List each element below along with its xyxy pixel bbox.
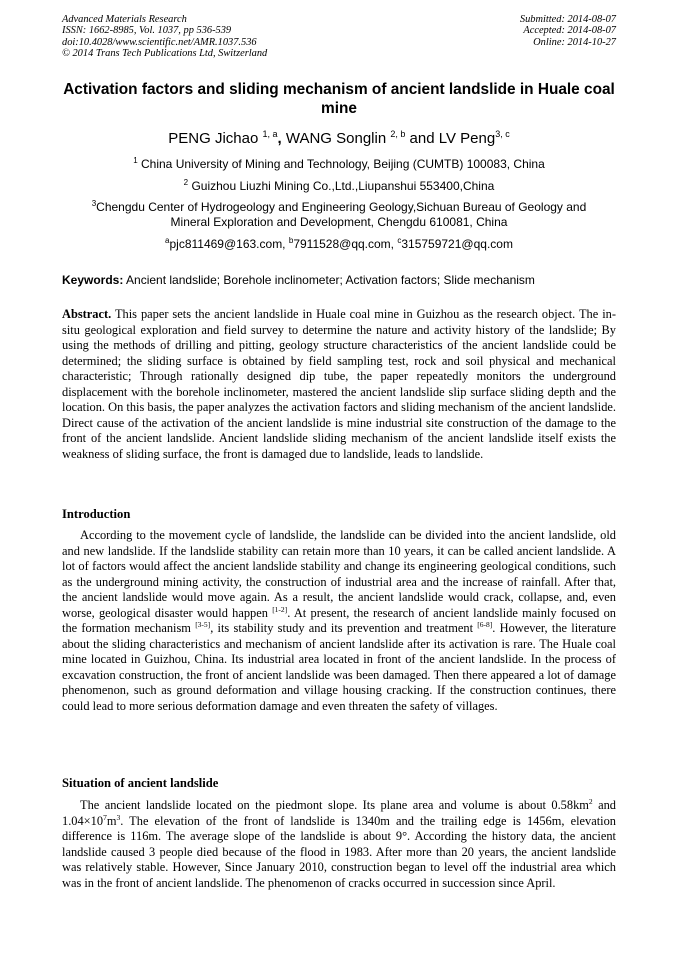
abstract-text: This paper sets the ancient landslide in Huale coal mine in Guizhou as the research object. The in-situ geological exploration and field survey to determine the nature and activity history of the landslide; By using the methods of drilling and pitting, geology structure characteristics of the ancient landslide could be determined; the sliding surface is obtained by field sampling test, rock and soil physical and mechanical characteristic; Through rationally designed dip tube, the paper repeatedly monitors the underground displacement with the borehole inclinometer, mastered the ancient landslide slip surface sliding depth and the location. On this basis, the paper analyzes the activation factors and sliding mechanism of the ancient landslide. Direct cause of the activation of the ancient landslide is mine industrial site construction of the damage to the front of the ancient landslide. Ancient landslide sliding mechanism of the ancient landslide itself exists the weakness of sliding surface, the front is damaged due to landslide, leads to landslide. [62, 307, 616, 461]
situation-text-2: and 1.04×10 [62, 798, 616, 828]
email-1: pjc811469@163.com, [169, 237, 289, 251]
keywords [62, 273, 616, 288]
affiliation-3-text: Chengdu Center of Hydrogeology and Engineering Geology,Sichuan Bureau of Geology and Mineral Exploration and Development, Chengdu 610081, China [96, 200, 587, 229]
intro-text-4: . However, the literature about the sliding characteristics and mechanism of ancient landslide after its activation is rare. The Huale coal mine located in Guizhou, China. Its industrial area located in front of the ancient landslide. In the process of excavation construction, the front of ancient landslide was been damaged. Then there appeared a lot of damage phenomenon, such as ground deformation and village housing cracking. If the construction continues, there could lead to more serious deformation damage and even threaten the safety of villages. [62, 621, 616, 714]
situation-paragraph [62, 798, 616, 891]
journal-header-right [520, 14, 616, 48]
situation-text-4: . The elevation of the front of landslide is 1340m and the trailing edge is 1456m, elevation difference is 116m. The average slope of the landslide is about 9°. According the history data, the ancient landslide caused 3 people died because of the flood in 1983. After more than 20 years, the ancient landslide was relatively stable. However, Since January 2010, construction began to level off the industrial area which was in the front of ancient landslide. The phenomenon of cracks occurred in succession since April. [62, 813, 616, 890]
affiliation-1-mark: 1 [133, 156, 138, 165]
situation-text-1: The ancient landslide located on the piedmont slope. Its plane area and volume is about 0.58km [80, 798, 589, 812]
copyright-line: © 2014 Trans Tech Publications Ltd, Switzerland [62, 48, 268, 60]
email-3: 315759721@qq.com [401, 237, 513, 251]
situation-heading: Situation of ancient landslide [62, 776, 219, 790]
intro-text-1: According to the movement cycle of landslide, the landslide can be divided into the ancient landslide, old and new landslide. If the landslide stability can retain more than 10 years, it can be called ancient landslide. A lot of factors would affect the ancient landslide stability and change its engineering geological conditions, such as the underground mining activity, the construction of industrial area and the increase of rainfall. After that, the ancient landslide would move again. As a result, the ancient landslide would crack, collapse, and, even worse, geological disaster would happen [62, 528, 616, 620]
author-2-affil: 2, b [390, 129, 406, 139]
keywords-text: Ancient landslide; Borehole inclinometer; Activation factors; Slide mechanism [123, 273, 535, 287]
email-a-mark: a [165, 236, 170, 245]
affiliation-2 [62, 179, 616, 194]
affiliation-2-text: Guizhou Liuzhi Mining Co.,Ltd.,Liupanshui 553400,China [188, 179, 495, 193]
introduction-paragraph [62, 528, 616, 715]
keywords-label: Keywords: [62, 273, 124, 287]
affiliation-1 [62, 157, 616, 172]
doi-line: doi:10.4028/www.scientific.net/AMR.1037.536 [62, 36, 257, 48]
author-list [62, 130, 616, 148]
affiliation-2-mark: 2 [183, 178, 189, 187]
volume-unit-exponent: 3 [116, 812, 121, 822]
email-list [62, 237, 616, 252]
area-unit-exponent: 2 [588, 797, 593, 806]
citation-2: [3-5] [195, 620, 211, 630]
author-2: WANG Songlin [281, 130, 387, 147]
affiliation-1-text: China University of Mining and Technology, Beijing (CUMTB) 100083, China [137, 157, 545, 171]
journal-name: Advanced Materials Research [62, 14, 187, 25]
journal-header-left [62, 14, 267, 60]
email-b-mark: b [288, 236, 294, 245]
author-1: PENG Jichao [168, 130, 259, 147]
affiliation-3-mark: 3 [91, 199, 97, 208]
citation-1: [1-2] [272, 604, 288, 614]
email-2: 7911528@qq.com, [293, 237, 398, 251]
situation-text-3: m [106, 813, 117, 828]
accepted-date: Accepted: 2014-08-07 [523, 25, 616, 37]
email-c-mark: c [397, 236, 402, 245]
paper-title: Activation factors and sliding mechanism of ancient landslide in Huale coal mine [63, 81, 615, 117]
issn-line: ISSN: 1662-8985, Vol. 1037, pp 536-539 [62, 25, 232, 37]
volume-power-exponent: 7 [103, 812, 107, 822]
abstract-label: Abstract. [62, 307, 112, 321]
affiliation-3 [72, 200, 606, 230]
author-separator: , [277, 130, 282, 147]
author-3-affil: 3, c [495, 129, 510, 139]
intro-text-2: . At present, the research of ancient landslide mainly focused on the formation mechanism [62, 605, 616, 636]
author-1-affil: 1, a [262, 129, 278, 139]
citation-3: [6-8] [477, 620, 493, 630]
abstract [62, 307, 616, 462]
author-3: and LV Peng [409, 130, 496, 147]
submitted-date: Submitted: 2014-08-07 [519, 14, 616, 25]
online-date: Online: 2014-10-27 [533, 36, 616, 48]
intro-text-3: , its stability study and its prevention and treatment [210, 621, 478, 636]
introduction-heading: Introduction [62, 507, 131, 521]
